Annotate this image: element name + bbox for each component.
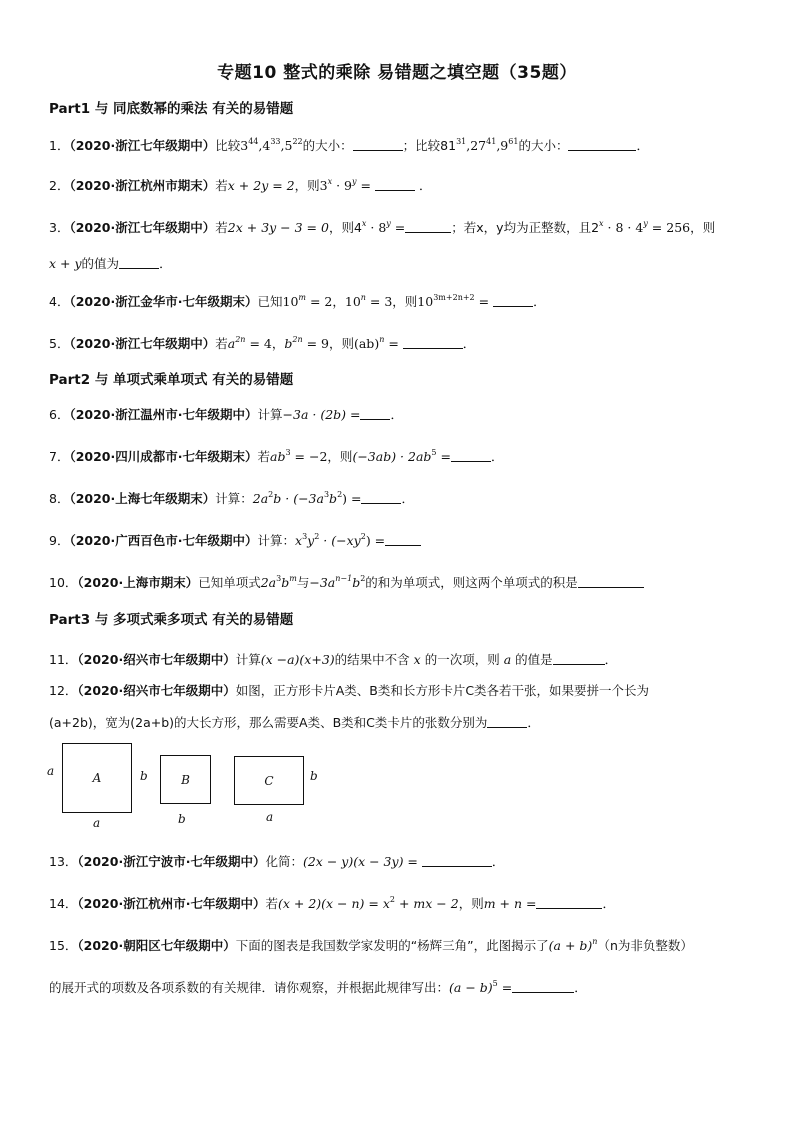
answer-blank[interactable] <box>403 337 463 349</box>
question-14: 14．（2020·浙江杭州市·七年级期中）若$(x + 2)(x - n) = x^2$ + mx − 2，则m + n = ． <box>49 895 615 911</box>
part1-heading: Part1 与 同底数幂的乘法 有关的易错题 <box>49 101 294 117</box>
answer-blank[interactable] <box>512 981 574 993</box>
question-10: 10．（2020·上海市期末）已知单项式$2a^3b^m$与$-3a^{n-1}b^2$的和为单项式，则这两个单项式的积是 <box>49 573 644 591</box>
part3-heading: Part3 与 多项式乘多项式 有关的易错题 <box>49 612 294 628</box>
question-4: 4．（2020·浙江金华市·七年级期末）已知$10^m = 2$，$10^n = 3$，则$10^{3m+2n+2}$ = ． <box>49 293 546 309</box>
label-bottom-a: a <box>93 816 101 830</box>
label-side-b-c: b <box>310 769 318 783</box>
question-6: 6．（2020·浙江温州市·七年级期中）计算−3a · (2b) = ． <box>49 407 403 422</box>
card-c-rectangle: C <box>234 756 304 805</box>
question-12-cont: (a+2b)，宽为(2a+b)的大长方形，那么需要A类、B类和C类卡片的张数分别为 ． <box>49 715 540 730</box>
answer-blank[interactable] <box>493 295 533 307</box>
answer-blank[interactable] <box>361 492 401 504</box>
answer-blank[interactable] <box>375 179 415 191</box>
answer-blank[interactable] <box>385 534 421 546</box>
question-8: 8．（2020·上海七年级期末）计算：$2a^2b \cdot (-3a^3b^2)$ = ． <box>49 490 414 506</box>
answer-blank[interactable] <box>405 221 451 233</box>
question-15-cont: 的展开式的项数及各项系数的有关规律．请你观察，并根据此规律写出：$(a - b)^5$ = ． <box>49 979 587 995</box>
page-title: 专题10 整式的乘除 易错题之填空题（35题） <box>217 63 577 83</box>
question-11: 11．（2020·绍兴市七年级期中）计算(x −a)(x+3)的结果中不含 x 的一次项，则 a 的值是 ． <box>49 652 618 667</box>
question-1: 1．（2020·浙江七年级期中）比较$3^{44},4^{33},5^{22}$的大小： ；比较$81^{31},27^{41},9^{61}$的大小： ． <box>49 137 649 153</box>
question-5: 5．（2020·浙江七年级期中）若$a^{2n} = 4$，$b^{2n} = 9$，则(ab)$^n$ = ． <box>49 335 476 351</box>
question-2: 2．（2020·浙江杭州市期末）若x + 2y = 2，则$3^x \cdot 9^y$ = ． <box>49 177 432 193</box>
answer-blank[interactable] <box>360 408 390 420</box>
label-bottom-b: b <box>178 812 186 826</box>
part2-heading: Part2 与 单项式乘单项式 有关的易错题 <box>49 372 294 388</box>
answer-blank[interactable] <box>536 897 602 909</box>
card-b-square: B <box>160 755 211 804</box>
question-3: 3．（2020·浙江七年级期中）若2x + 3y − 3 = 0，则$4^x \cdot 8^y$ = ；若x，y均为正整数，且$2^x \cdot 8 \cdot 4^y = 256$，则 <box>49 219 716 235</box>
question-15: 15．（2020·朝阳区七年级期中）下面的图表是我国数学家发明的“杨辉三角”，此图揭示了$(a + b)^n(n$为非负整数） <box>49 937 693 953</box>
question-9: 9．（2020·广西百色市·七年级期中）计算：$x^3y^2 \cdot (-xy^2)$ = <box>49 531 421 549</box>
label-side-a: a <box>47 764 55 778</box>
answer-blank[interactable] <box>553 653 605 665</box>
answer-blank[interactable] <box>568 139 636 151</box>
label-bottom-a-c: a <box>266 810 274 824</box>
answer-blank[interactable] <box>422 855 492 867</box>
question-3-cont: x + y的值为 ． <box>49 256 172 271</box>
label-side-b-a: b <box>140 769 148 783</box>
answer-blank[interactable] <box>487 716 527 728</box>
answer-blank[interactable] <box>578 576 644 588</box>
question-13: 13．（2020·浙江宁波市·七年级期中）化简：(2x − y)(x − 3y) = ． <box>49 854 505 869</box>
answer-blank[interactable] <box>451 450 491 462</box>
question-7: 7．（2020·四川成都市·七年级期末）若$ab^3 = -2$，则$(-3ab) \cdot 2ab^5$ = ． <box>49 448 504 464</box>
card-a-square: A <box>62 743 132 813</box>
answer-blank[interactable] <box>119 257 159 269</box>
answer-blank[interactable] <box>353 139 403 151</box>
question-12: 12．（2020·绍兴市七年级期中）如图，正方形卡片A类、B类和长方形卡片C类各若干张，如果要拼一个长为 <box>49 683 650 698</box>
